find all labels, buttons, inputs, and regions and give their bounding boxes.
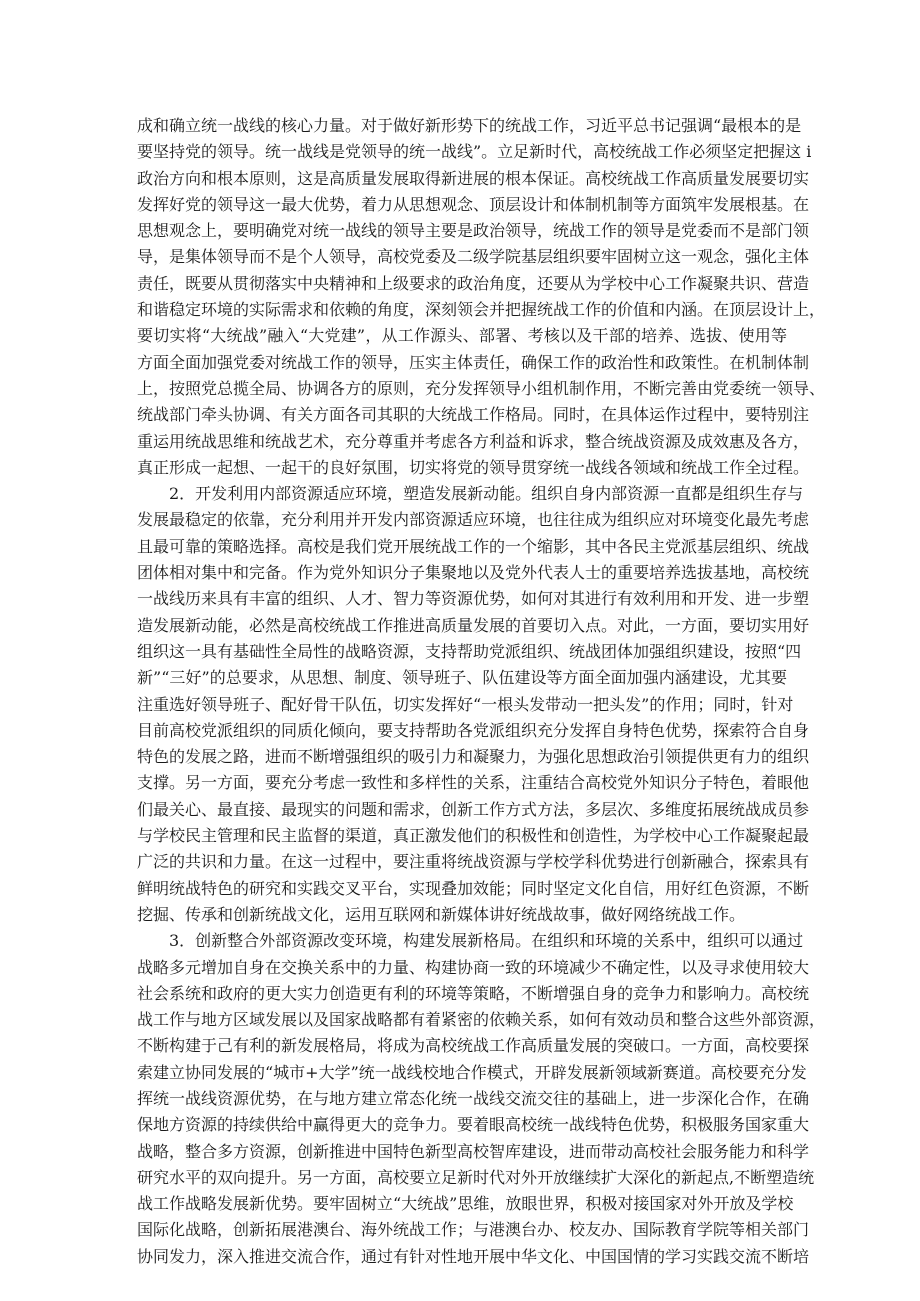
- text-line: 目前高校党派组织的同质化倾向，要支持帮助各党派组织充分发挥自身特色优势，探索符合自身: [137, 720, 810, 740]
- text-line: 一战线历来具有丰富的组织、人才、智力等资源优势，如何对其进行有效利用和开发、进一步塑: [137, 589, 810, 609]
- text-line: 战略多元增加自身在交换关系中的力量、构建协商一致的环境减少不确定性，以及寻求使用较大: [137, 957, 810, 977]
- text-line: 要切实将“大统战”融入“大党建”，从工作源头、部署、考核以及干部的培养、选拔、使用等: [137, 326, 787, 346]
- text-line: 不断构建于己有利的新发展格局，将成为高校统战工作高质量发展的突破口。一方面，高校要探: [137, 1036, 810, 1056]
- text-line: 政治方向和根本原则，这是高质量发展取得新进展的根本保证。高校统战工作高质量发展要切实: [137, 168, 810, 188]
- text-line: 且最可靠的策略选择。高校是我们党开展统战工作的一个缩影，其中各民主党派基层组织、统战: [137, 536, 810, 556]
- text-line: 思想观念上，要明确党对统一战线的领导主要是政治领导，统战工作的领导是党委而不是部门领: [137, 221, 810, 241]
- text-line: 协同发力，深入推进交流合作，通过有针对性地开展中华文化、中国国情的学习实践交流不断培: [137, 1246, 810, 1266]
- text-line: 方面全面加强党委对统战工作的领导，压实主体责任，确保工作的政治性和政策性。在机制体制: [137, 352, 810, 372]
- text-line: 挥统一战线资源优势，在与地方建立常态化统一战线交流交往的基础上，进一步深化合作，在确: [137, 1088, 810, 1108]
- text-line: 造发展新动能，必然是高校统战工作推进高质量发展的首要切入点。对此，一方面，要切实用好: [137, 615, 810, 635]
- text-line: 社会系统和政府的更大实力创造更有利的环境等策略，不断增强自身的竞争力和影响力。高校统: [137, 983, 810, 1003]
- text-line: 与学校民主管理和民主监督的渠道，真正激发他们的积极性和创造性，为学校中心工作凝聚起最: [137, 826, 810, 846]
- text-line: 广泛的共识和力量。在这一过程中，要注重将统战资源与学校学科优势进行创新融合，探索具有: [137, 852, 810, 872]
- text-line: 要坚持党的领导。统一战线是党领导的统一战线”。立足新时代，高校统战工作必须坚定把握这 i: [137, 142, 812, 162]
- paragraph-p1: [137, 113, 826, 481]
- text-line: 战略，整合多方资源，创新推进中国特色新型高校智库建设，进而带动高校社会服务能力和科学: [137, 1141, 810, 1161]
- text-line: 统战部门牵头协调、有关方面各司其职的大统战工作格局。同时，在具体运作过程中，要特别注: [137, 405, 810, 425]
- text-line: 注重选好领导班子、配好骨干队伍，切实发挥好“一根头发带动一把头发”的作用；同时，针对: [137, 694, 794, 714]
- text-line: 团体相对集中和完备。作为党外知识分子集聚地以及党外代表人士的重要培养选拔基地，高校统: [137, 563, 810, 583]
- text-line: 真正形成一起想、一起干的良好氛围，切实将党的领导贯穿统一战线各领域和统战工作全过程。: [137, 457, 810, 477]
- text-line: 发展最稳定的依靠，充分利用并开发内部资源适应环境，也往往成为组织应对环境变化最先考虑: [137, 510, 810, 530]
- text-line: 特色的发展之路，进而不断增强组织的吸引力和凝聚力，为强化思想政治引领提供更有力的组织: [137, 747, 810, 767]
- text-line: 战工作战略发展新优势。要牢固树立“大统战”思维，放眼世界，积极对接国家对外开放及学校: [137, 1194, 794, 1214]
- text-line: 保地方资源的持续供给中赢得更大的竞争力。要着眼高校统一战线特色优势，积极服务国家重大: [137, 1115, 810, 1135]
- document-body: [137, 113, 826, 1270]
- text-line: 3．创新整合外部资源改变环境，构建发展新格局。在组织和环境的关系中，组织可以通过: [169, 931, 804, 951]
- text-line: 们最关心、最直接、最现实的问题和需求，创新工作方式方法，多层次、多维度拓展统战成员参: [137, 799, 810, 819]
- text-line: 导，是集体领导而不是个人领导，高校党委及二级学院基层组织要牢固树立这一观念，强化主体: [137, 247, 810, 267]
- text-line: 发挥好党的领导这一最大优势，着力从思想观念、顶层设计和体制机制等方面筑牢发展根基。在: [137, 194, 810, 214]
- text-line: 成和确立统一战线的核心力量。对于做好新形势下的统战工作，习近平总书记强调“最根本的是: [137, 116, 802, 135]
- text-line: 和谐稳定环境的实际需求和依赖的角度，深刻领会并把握统战工作的价值和内涵。在顶层设计上，: [137, 300, 826, 320]
- text-line: 上，按照党总揽全局、协调各方的原则，充分发挥领导小组机制作用，不断完善由党委统一领导、: [137, 378, 826, 398]
- text-line: 战工作与地方区域发展以及国家战略都有着紧密的依赖关系，如何有效动员和整合这些外部资源，: [137, 1010, 826, 1030]
- text-line: 国际化战略，创新拓展港澳台、海外统战工作；与港澳台办、校友办、国际教育学院等相关部门: [137, 1220, 810, 1240]
- text-line: 重运用统战思维和统战艺术，充分尊重并考虑各方利益和诉求，整合统战资源及成效惠及各方，: [137, 431, 810, 451]
- text-line: 新”“三好”的总要求，从思想、制度、领导班子、队伍建设等方面全面加强内涵建设，尤其要: [137, 668, 787, 688]
- text-line: 责任，既要从贯彻落实中央精神和上级要求的政治角度，还要从为学校中心工作凝聚共识、营造: [137, 273, 810, 293]
- text-line: 研究水平的双向提升。另一方面，高校要立足新时代对外开放继续扩大深化的新起点,不断塑造统: [137, 1167, 815, 1187]
- text-line: 挖掘、传承和创新统战文化，运用互联网和新媒体讲好统战故事，做好网络统战工作。: [137, 904, 746, 924]
- text-line: 2．开发利用内部资源适应环境，塑造发展新动能。组织自身内部资源一直都是组织生存与: [169, 484, 804, 504]
- text-line: 索建立协同发展的“城市+大学”统一战线校地合作模式，开辟发展新领域新赛道。高校要充分发: [137, 1062, 807, 1082]
- paragraph-p3: [137, 928, 826, 1270]
- text-line: 支撑。另一方面，要充分考虑一致性和多样性的关系，注重结合高校党外知识分子特色，着眼他: [137, 773, 810, 793]
- paragraph-p2: [137, 481, 810, 928]
- text-line: 鲜明统战特色的研究和实践交叉平台，实现叠加效能；同时坚定文化自信，用好红色资源，不断: [137, 878, 810, 898]
- text-line: 组织这一具有基础性全局性的战略资源，支持帮助党派组织、统战团体加强组织建设，按照“四: [137, 641, 802, 661]
